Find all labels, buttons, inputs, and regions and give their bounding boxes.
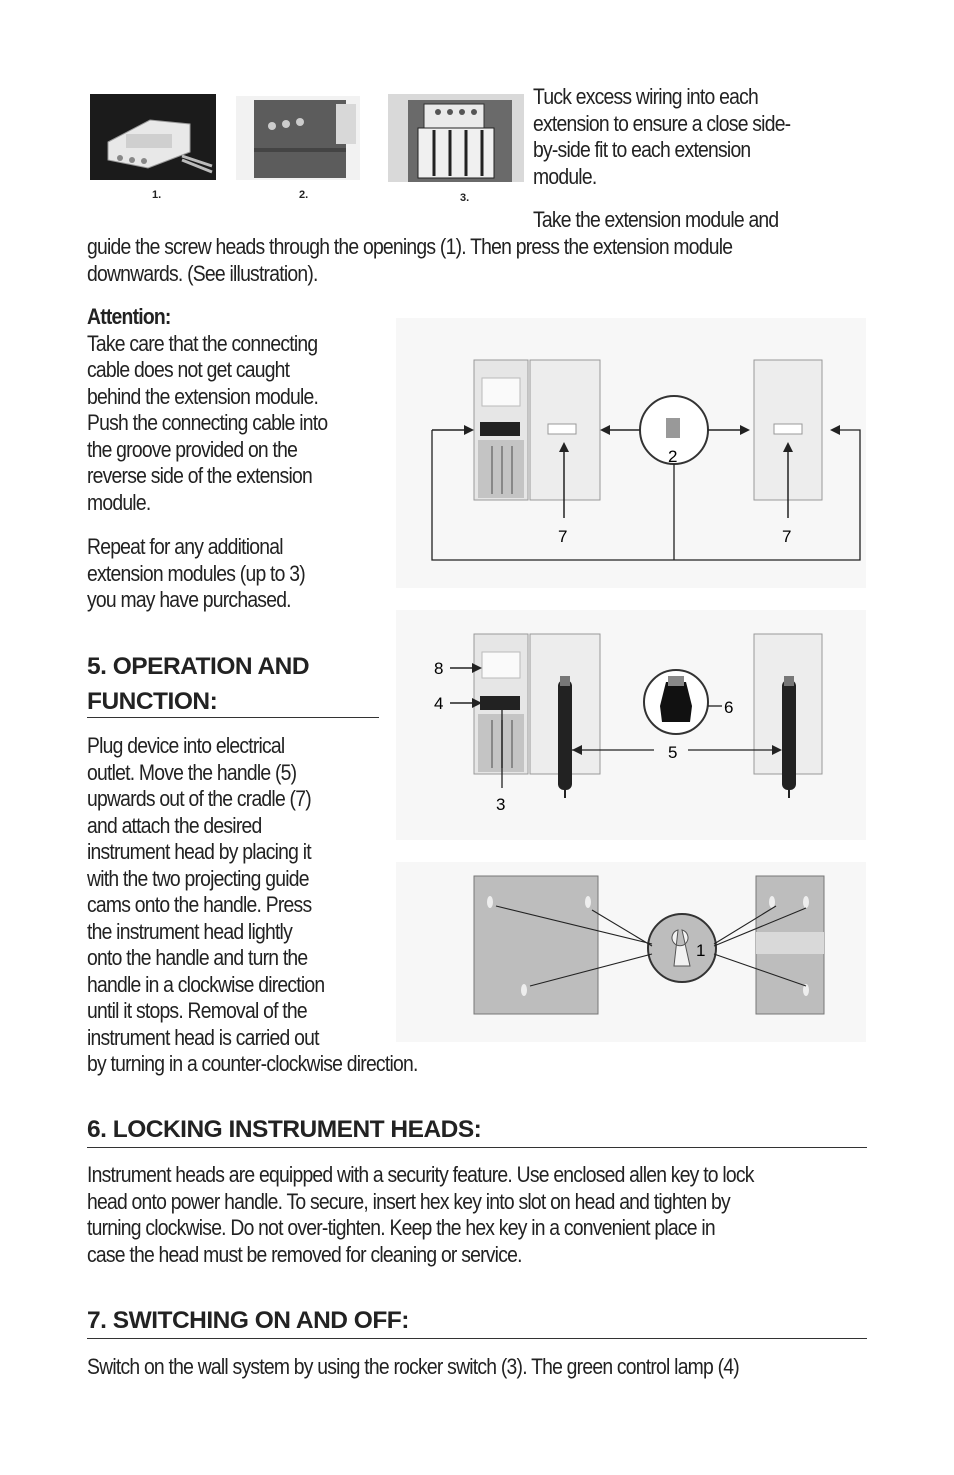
figure-handle-cradle bbox=[396, 610, 866, 840]
section6-body: Instrument heads are equipped with a security feature. Use enclosed allen key to lock head onto power handle. To secure, insert hex key into slot on head and tighten by turning clockwise. Do not over-tighten. Keep the hex key in a convenient place in case the head must be removed for cleaning or service. bbox=[87, 1162, 754, 1267]
section5-body: Plug device into electrical outlet. Move the handle (5) upwards out of the cradle (7) and attach the desired instrument head by placing it with the two projecting guide cams onto the handle. Press the instrument head lightly onto the handle and turn the handle in a clockwise direction until it stops. Removal of the instrument head is carried out by turning in a counter-clockwise direction. bbox=[87, 733, 418, 1076]
fig2-label-5: 5 bbox=[668, 743, 678, 762]
connector-photo-3 bbox=[388, 94, 524, 182]
intro-tuck-text: Tuck excess wiring into each extension to ensure a close side- by-side fit to each extension module. bbox=[533, 84, 791, 189]
fig1-label-7-right: 7 bbox=[782, 527, 792, 546]
section5-title: 5. OPERATION AND FUNCTION: bbox=[87, 653, 310, 715]
fig1-label-7-left: 7 bbox=[558, 527, 568, 546]
fig2-label-8: 8 bbox=[434, 659, 444, 678]
fig2-label-3: 3 bbox=[496, 795, 506, 814]
section5-rule bbox=[87, 717, 379, 718]
section7-body: Switch on the wall system by using the rocker switch (3). The green control lamp (4) bbox=[87, 1354, 739, 1379]
fig2-label-6: 6 bbox=[724, 698, 734, 717]
section6-title: 6. LOCKING INSTRUMENT HEADS: bbox=[87, 1116, 482, 1143]
repeat-paragraph: Repeat for any additional extension modules (up to 3) you may have purchased. bbox=[87, 534, 305, 612]
figure-extension-mounting bbox=[396, 318, 866, 588]
fig1-label-2: 2 bbox=[668, 447, 678, 466]
attention-block: Attention: Take care that the connecting cable does not get caught behind the extension module. Push the connecting cable into the groove provided on the reverse side of the extension module. bbox=[87, 304, 328, 515]
section7-title: 7. SWITCHING ON AND OFF: bbox=[87, 1307, 409, 1334]
fig2-label-4: 4 bbox=[434, 694, 444, 713]
caption-3: 3. bbox=[460, 192, 470, 204]
section7-rule bbox=[87, 1338, 867, 1339]
figure-rear-keyholes bbox=[396, 862, 866, 1042]
intro-take-line1: Take the extension module and bbox=[533, 207, 779, 232]
intro-take-rest: guide the screw heads through the openings (1). Then press the extension module downwards. (See illustration). bbox=[87, 234, 733, 286]
caption-2: 2. bbox=[299, 189, 309, 201]
fig3-label-1: 1 bbox=[696, 941, 706, 960]
caption-1: 1. bbox=[152, 189, 162, 201]
connector-photo-2 bbox=[236, 96, 360, 180]
attention-title: Attention: bbox=[87, 304, 171, 329]
connector-photo-1 bbox=[90, 94, 216, 180]
section6-rule bbox=[87, 1147, 867, 1148]
